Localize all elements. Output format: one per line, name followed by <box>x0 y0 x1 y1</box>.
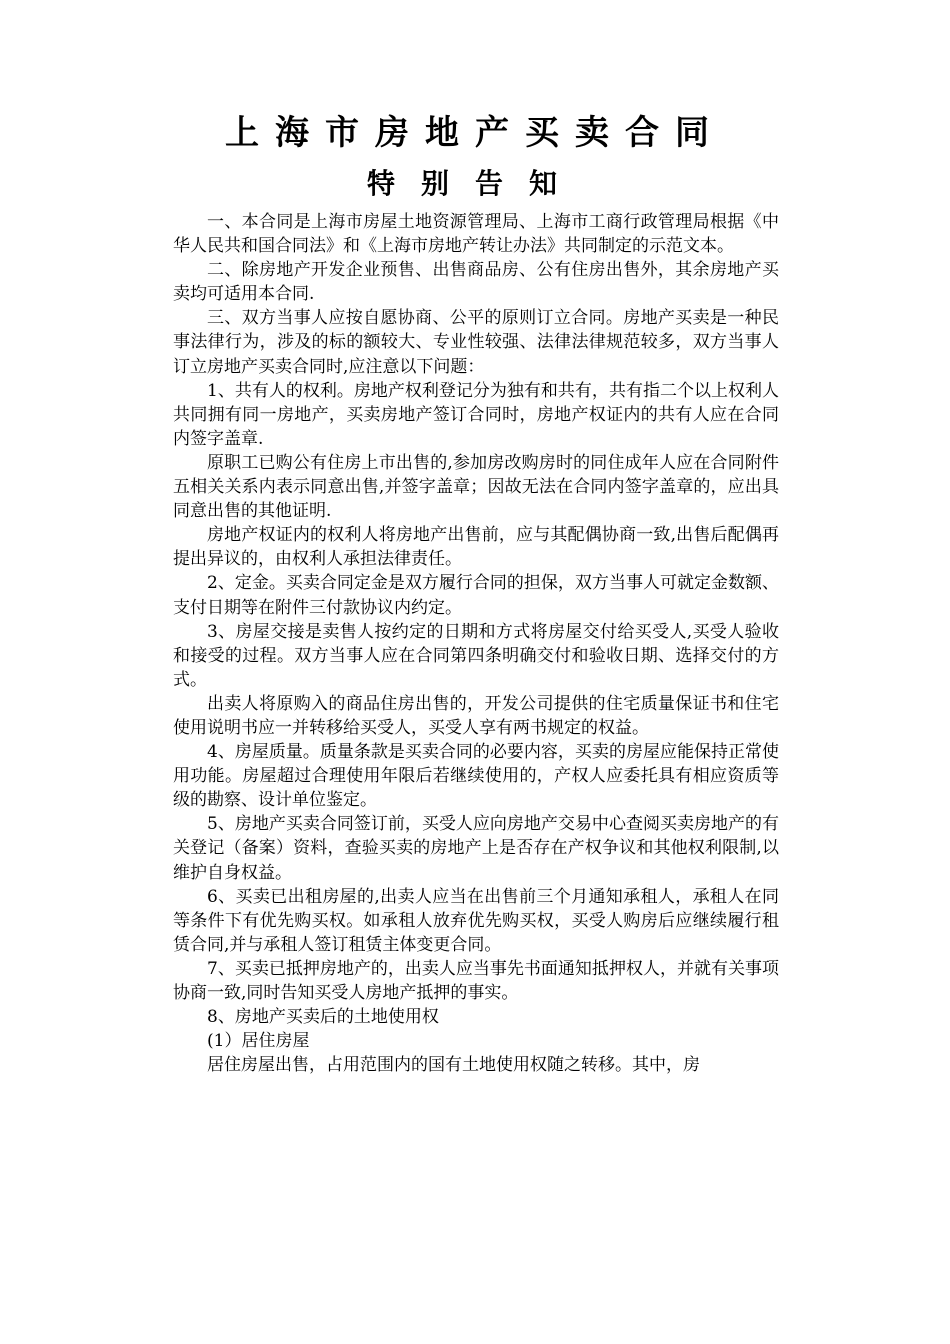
paragraph: 三、双方当事人应按自愿协商、公平的原则订立合同。房地产买卖是一种民事法律行为，涉及的标的额较大、专业性较强、法律法律规范较多，双方当事人订立房地产买卖合同时,应注意以下问题： <box>173 308 779 377</box>
paragraph: 房地产权证内的权利人将房地产出售前，应与其配偶协商一致,出售后配偶再提出异议的，由权利人承担法律责任。 <box>173 525 779 570</box>
paragraph: 居住房屋出售，占用范围内的国有土地使用权随之转移。其中，房 <box>207 1055 700 1076</box>
paragraph: 一、本合同是上海市房屋土地资源管理局、上海市工商行政管理局根据《中华人民共和国合同法》和《上海市房地产转让办法》共同制定的示范文本。 <box>173 212 779 257</box>
paragraph: 2、定金。买卖合同定金是双方履行合同的担保，双方当事人可就定金数额、支付日期等在附件三付款协议内约定。 <box>173 573 779 618</box>
paragraph: 二、除房地产开发企业预售、出售商品房、公有住房出售外，其余房地产买卖均可适用本合同. <box>173 260 779 305</box>
paragraph: 6、买卖已出租房屋的,出卖人应当在出售前三个月通知承租人，承租人在同等条件下有优先购买权。如承租人放弃优先购买权，买受人购房后应继续履行租赁合同,并与承租人签订租赁主体变更合同。 <box>173 886 779 955</box>
paragraph: (1）居住房屋 <box>207 1031 310 1052</box>
paragraph: 4、房屋质量。质量条款是买卖合同的必要内容，买卖的房屋应能保持正常使用功能。房屋超过合理使用年限后若继续使用的，产权人应委托具有相应资质等级的勘察、设计单位鉴定。 <box>173 742 779 811</box>
paragraph: 5、房地产买卖合同签订前，买受人应向房地产交易中心查阅买卖房地产的有关登记（备案）资料，查验买卖的房地产上是否存在产权争议和其他权利限制,以维护自身权益。 <box>173 814 779 883</box>
paragraph: 1、共有人的权利。房地产权利登记分为独有和共有，共有指二个以上权利人共同拥有同一房地产，买卖房地产签订合同时，房地产权证内的共有人应在合同内签字盖章. <box>173 380 779 449</box>
paragraph: 出卖人将原购入的商品住房出售的，开发公司提供的住宅质量保证书和住宅使用说明书应一并转移给买受人，买受人享有两书规定的权益。 <box>173 693 779 738</box>
paragraph: 8、房地产买卖后的土地使用权 <box>207 1007 439 1028</box>
document-body <box>173 210 779 1077</box>
document-title: 上海市房地产买卖合同 <box>225 113 725 153</box>
paragraph: 3、房屋交接是卖售人按约定的日期和方式将房屋交付给买受人,买受人验收和接受的过程。双方当事人应在合同第四条明确交付和验收日期、选择交付的方式。 <box>173 621 779 690</box>
paragraph: 7、买卖已抵押房地产的，出卖人应当事先书面通知抵押权人，并就有关事项协商一致,同时告知买受人房地产抵押的事实。 <box>173 958 779 1003</box>
document-subtitle: 特别告知 <box>366 167 583 200</box>
paragraph: 原职工已购公有住房上市出售的,参加房改购房时的同住成年人应在合同附件五相关关系内表示同意出售,并签字盖章；因故无法在合同内签字盖章的，应出具同意出售的其他证明. <box>173 452 779 522</box>
